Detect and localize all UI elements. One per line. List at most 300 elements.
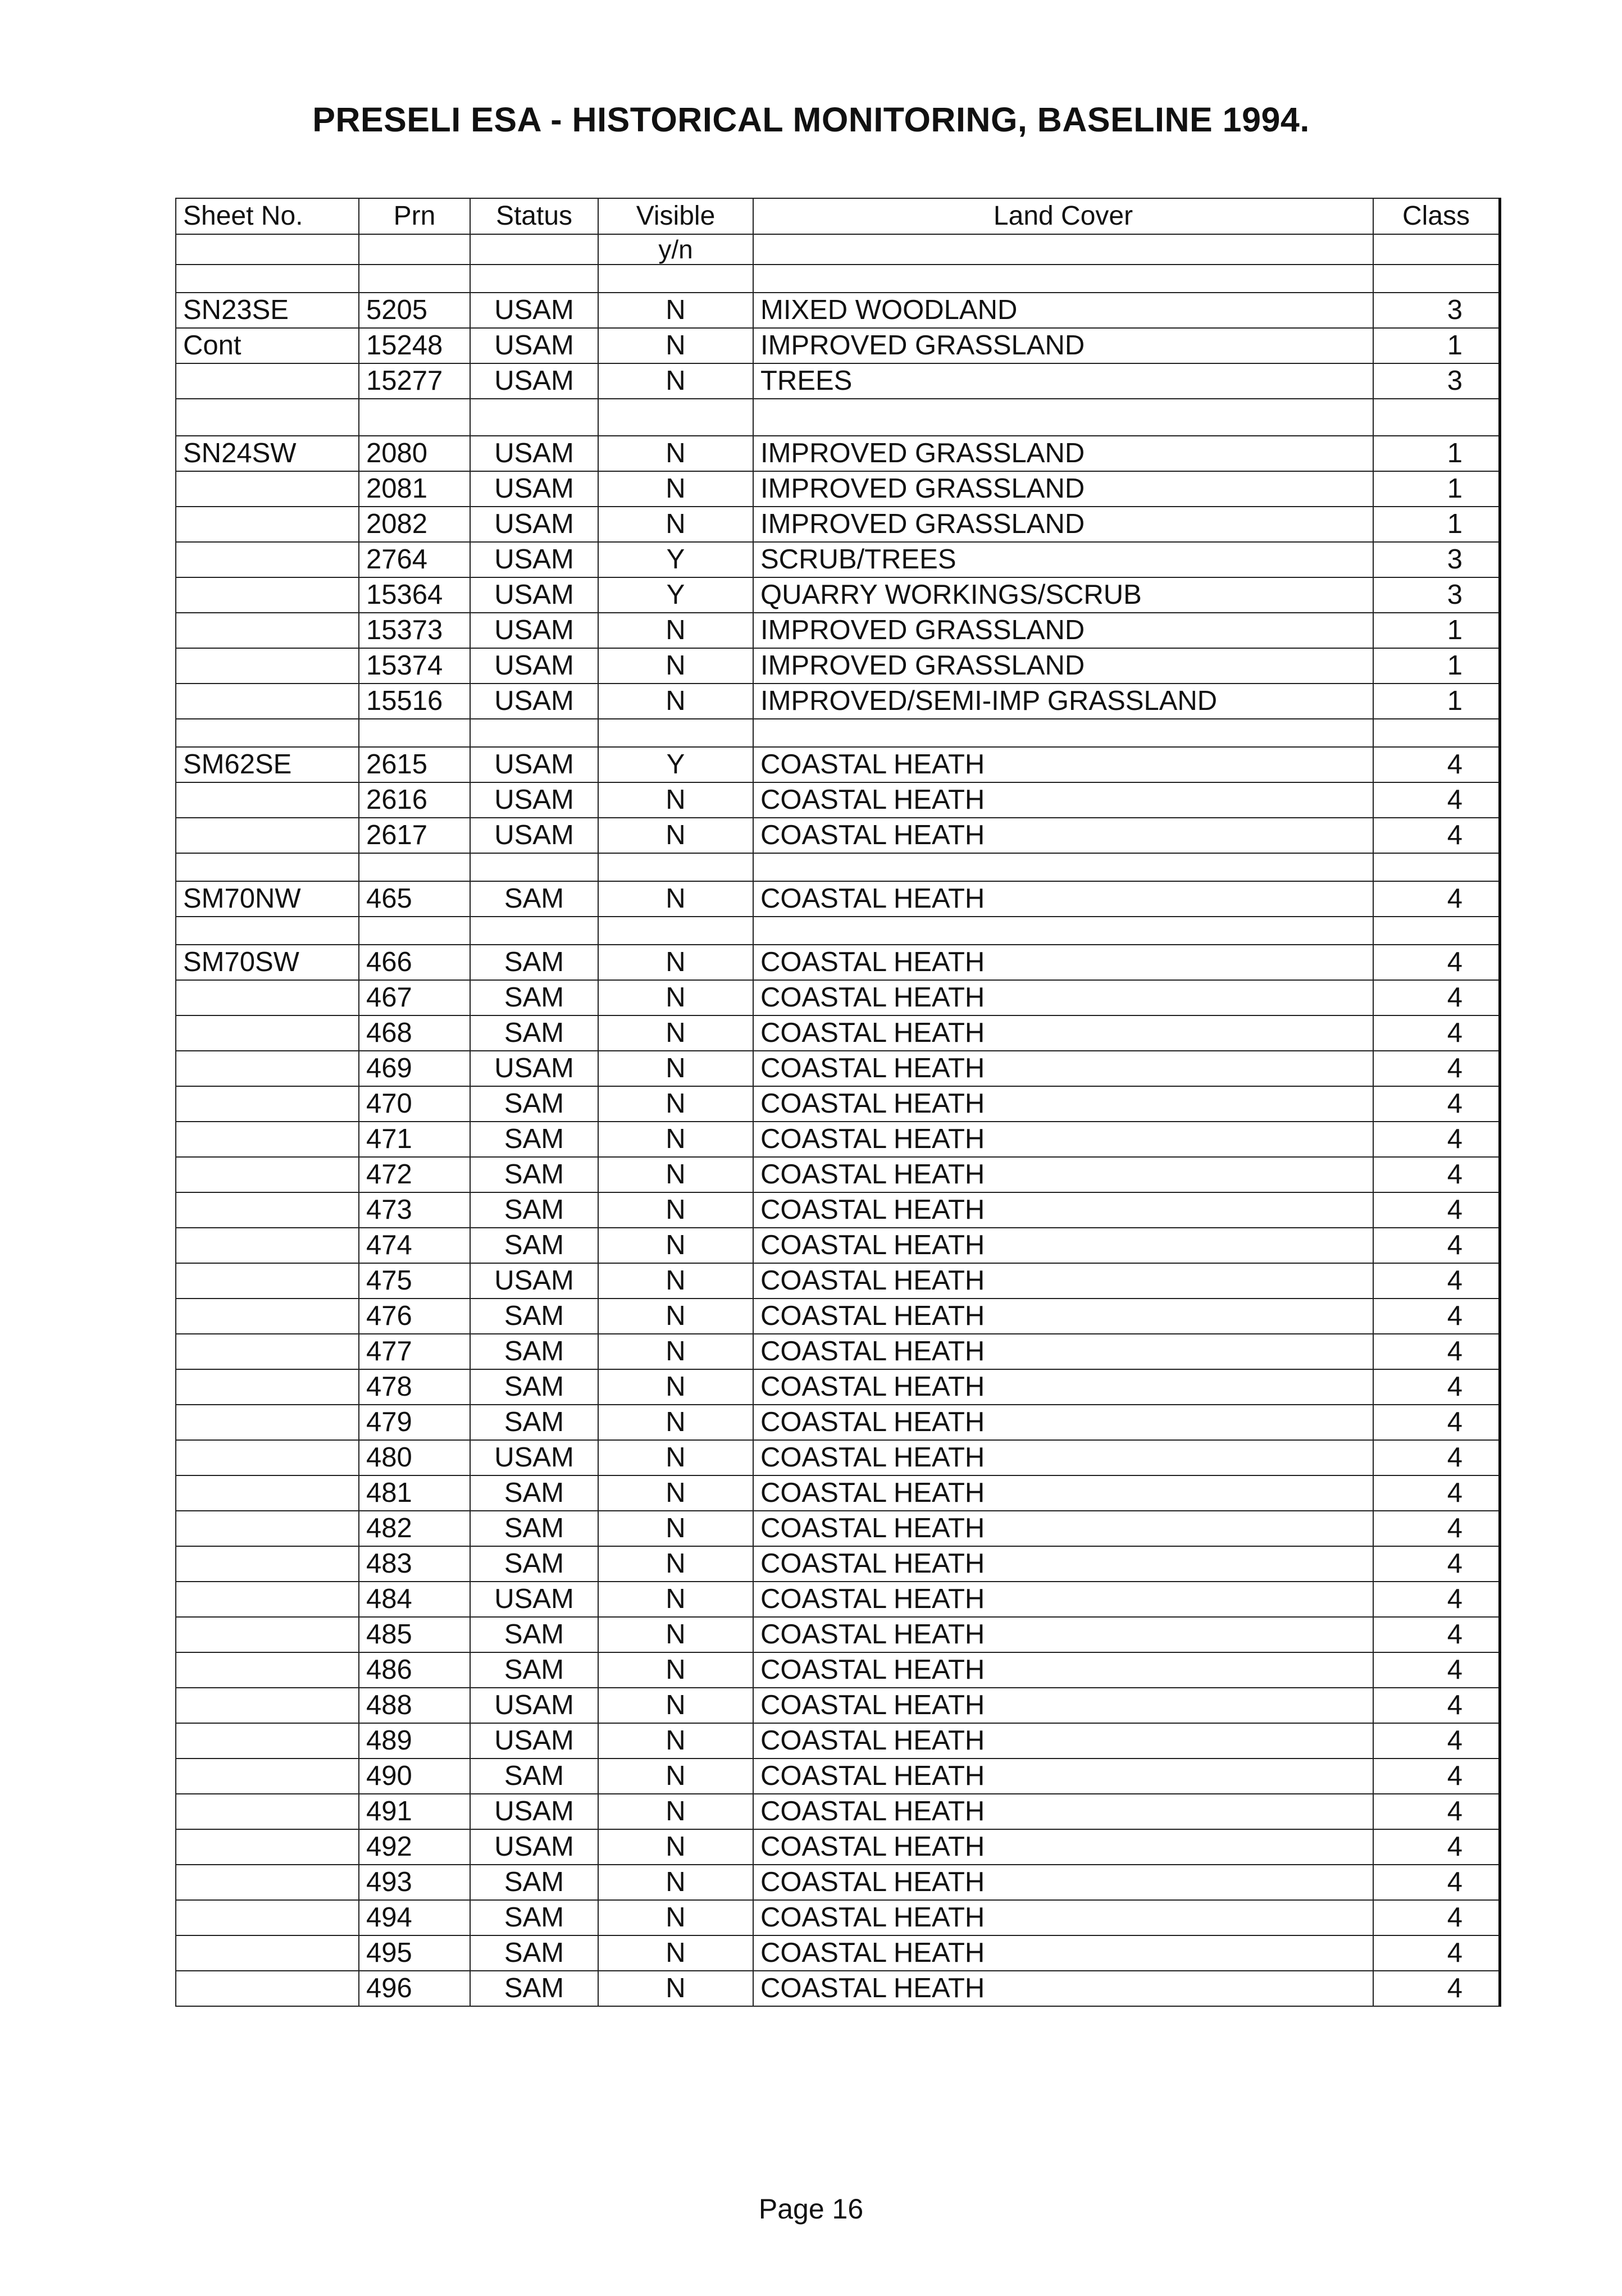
cell-land-cover: COASTAL HEATH: [753, 747, 1373, 782]
cell-land-cover: COASTAL HEATH: [753, 1582, 1373, 1617]
cell-sheet-no: [176, 507, 359, 542]
empty-cell: [1373, 719, 1500, 747]
empty-cell: [359, 399, 470, 436]
cell-sheet-no: [176, 1334, 359, 1369]
cell-visible: N: [598, 684, 753, 719]
header-sub-blank: [1373, 234, 1500, 265]
cell-prn: 2764: [359, 542, 470, 577]
cell-prn: 465: [359, 881, 470, 917]
cell-prn: 483: [359, 1546, 470, 1582]
empty-cell: [753, 917, 1373, 945]
cell-land-cover: COASTAL HEATH: [753, 881, 1373, 917]
table-row: [176, 1475, 1500, 1511]
table-row: [176, 945, 1500, 980]
cell-land-cover: COASTAL HEATH: [753, 1688, 1373, 1723]
table-row: [176, 1299, 1500, 1334]
empty-cell: [470, 917, 598, 945]
cell-land-cover: COASTAL HEATH: [753, 1511, 1373, 1546]
cell-sheet-no: [176, 980, 359, 1015]
cell-class: 1: [1373, 436, 1500, 471]
cell-class: 1: [1373, 471, 1500, 507]
empty-cell: [176, 399, 359, 436]
cell-land-cover: COASTAL HEATH: [753, 1900, 1373, 1935]
cell-prn: 485: [359, 1617, 470, 1652]
empty-cell: [1373, 853, 1500, 881]
cell-prn: 2616: [359, 782, 470, 818]
cell-sheet-no: [176, 363, 359, 399]
cell-sheet-no: [176, 1511, 359, 1546]
table-row: [176, 436, 1500, 471]
cell-land-cover: COASTAL HEATH: [753, 782, 1373, 818]
cell-land-cover: COASTAL HEATH: [753, 1228, 1373, 1263]
cell-land-cover: COASTAL HEATH: [753, 1475, 1373, 1511]
header-subrow: [176, 234, 1500, 265]
cell-sheet-no: SM70SW: [176, 945, 359, 980]
cell-class: 4: [1373, 1935, 1500, 1971]
cell-land-cover: COASTAL HEATH: [753, 1652, 1373, 1688]
cell-class: 4: [1373, 945, 1500, 980]
cell-land-cover: COASTAL HEATH: [753, 818, 1373, 853]
cell-land-cover: MIXED WOODLAND: [753, 293, 1373, 328]
table-row: [176, 1652, 1500, 1688]
cell-status: SAM: [470, 1192, 598, 1228]
cell-status: USAM: [470, 328, 598, 363]
cell-class: 4: [1373, 1334, 1500, 1369]
cell-visible: N: [598, 1015, 753, 1051]
cell-land-cover: COASTAL HEATH: [753, 1263, 1373, 1299]
cell-visible: N: [598, 1475, 753, 1511]
header-sub-blank: [176, 234, 359, 265]
cell-prn: 471: [359, 1122, 470, 1157]
spacer-row: [176, 853, 1500, 881]
cell-sheet-no: [176, 1617, 359, 1652]
cell-prn: 2081: [359, 471, 470, 507]
cell-prn: 2080: [359, 436, 470, 471]
table-row: [176, 684, 1500, 719]
empty-cell: [1373, 399, 1500, 436]
cell-visible: N: [598, 1652, 753, 1688]
cell-class: 1: [1373, 507, 1500, 542]
page-title: PRESELI ESA - HISTORICAL MONITORING, BASELINE 1994.: [312, 101, 1310, 139]
cell-prn: 472: [359, 1157, 470, 1192]
cell-status: SAM: [470, 1334, 598, 1369]
cell-visible: N: [598, 1440, 753, 1475]
table-row: [176, 782, 1500, 818]
cell-land-cover: COASTAL HEATH: [753, 980, 1373, 1015]
monitoring-table: [175, 198, 1501, 2007]
cell-prn: 494: [359, 1900, 470, 1935]
header-class: Class: [1373, 198, 1500, 234]
empty-cell: [598, 265, 753, 293]
table-body: [176, 265, 1500, 2006]
cell-status: USAM: [470, 1440, 598, 1475]
cell-status: USAM: [470, 648, 598, 684]
cell-sheet-no: [176, 577, 359, 613]
cell-land-cover: COASTAL HEATH: [753, 1546, 1373, 1582]
cell-sheet-no: [176, 782, 359, 818]
cell-status: SAM: [470, 945, 598, 980]
cell-land-cover: IMPROVED GRASSLAND: [753, 613, 1373, 648]
cell-visible: N: [598, 1263, 753, 1299]
spacer-row: [176, 399, 1500, 436]
cell-prn: 466: [359, 945, 470, 980]
cell-status: SAM: [470, 1369, 598, 1405]
header-prn: Prn: [359, 198, 470, 234]
cell-visible: N: [598, 980, 753, 1015]
cell-sheet-no: Cont: [176, 328, 359, 363]
header-sub-blank: [753, 234, 1373, 265]
table-row: [176, 577, 1500, 613]
cell-sheet-no: [176, 613, 359, 648]
cell-prn: 5205: [359, 293, 470, 328]
cell-land-cover: TREES: [753, 363, 1373, 399]
cell-status: SAM: [470, 1299, 598, 1334]
cell-sheet-no: [176, 1263, 359, 1299]
cell-status: SAM: [470, 1935, 598, 1971]
table-row: [176, 1794, 1500, 1829]
cell-status: SAM: [470, 1157, 598, 1192]
table-row: [176, 1086, 1500, 1122]
cell-land-cover: COASTAL HEATH: [753, 1369, 1373, 1405]
cell-visible: N: [598, 1299, 753, 1334]
cell-visible: N: [598, 1865, 753, 1900]
cell-prn: 486: [359, 1652, 470, 1688]
cell-class: 4: [1373, 1865, 1500, 1900]
cell-status: USAM: [470, 1829, 598, 1865]
cell-land-cover: COASTAL HEATH: [753, 1759, 1373, 1794]
empty-cell: [359, 917, 470, 945]
empty-cell: [359, 853, 470, 881]
empty-cell: [470, 265, 598, 293]
cell-class: 4: [1373, 1086, 1500, 1122]
header-status: Status: [470, 198, 598, 234]
cell-sheet-no: [176, 1369, 359, 1405]
cell-class: 4: [1373, 782, 1500, 818]
cell-visible: N: [598, 1688, 753, 1723]
cell-land-cover: COASTAL HEATH: [753, 1935, 1373, 1971]
cell-land-cover: COASTAL HEATH: [753, 1617, 1373, 1652]
cell-sheet-no: [176, 1723, 359, 1759]
cell-class: 3: [1373, 577, 1500, 613]
cell-class: 4: [1373, 1263, 1500, 1299]
cell-sheet-no: [176, 1192, 359, 1228]
table-row: [176, 1511, 1500, 1546]
cell-class: 4: [1373, 1051, 1500, 1086]
cell-class: 1: [1373, 328, 1500, 363]
table-row: [176, 1582, 1500, 1617]
cell-class: 3: [1373, 542, 1500, 577]
cell-prn: 484: [359, 1582, 470, 1617]
cell-status: USAM: [470, 1794, 598, 1829]
cell-prn: 15364: [359, 577, 470, 613]
cell-visible: N: [598, 945, 753, 980]
cell-land-cover: COASTAL HEATH: [753, 1971, 1373, 2006]
cell-class: 4: [1373, 1794, 1500, 1829]
cell-status: USAM: [470, 507, 598, 542]
cell-land-cover: COASTAL HEATH: [753, 1122, 1373, 1157]
cell-prn: 490: [359, 1759, 470, 1794]
table-row: [176, 1228, 1500, 1263]
table-row: [176, 818, 1500, 853]
empty-cell: [176, 265, 359, 293]
cell-class: 1: [1373, 613, 1500, 648]
header-land-cover: Land Cover: [753, 198, 1373, 234]
cell-class: 4: [1373, 1440, 1500, 1475]
cell-status: SAM: [470, 1475, 598, 1511]
cell-status: USAM: [470, 613, 598, 648]
cell-status: SAM: [470, 1405, 598, 1440]
cell-sheet-no: [176, 648, 359, 684]
cell-land-cover: COASTAL HEATH: [753, 1440, 1373, 1475]
empty-cell: [598, 399, 753, 436]
cell-land-cover: COASTAL HEATH: [753, 1794, 1373, 1829]
cell-visible: N: [598, 507, 753, 542]
table-row: [176, 1015, 1500, 1051]
cell-class: 4: [1373, 1759, 1500, 1794]
table-row: [176, 980, 1500, 1015]
cell-class: 4: [1373, 881, 1500, 917]
cell-land-cover: COASTAL HEATH: [753, 1334, 1373, 1369]
cell-land-cover: COASTAL HEATH: [753, 1051, 1373, 1086]
page-number: Page 16: [758, 2193, 864, 2225]
cell-sheet-no: SN23SE: [176, 293, 359, 328]
cell-visible: N: [598, 1794, 753, 1829]
cell-visible: N: [598, 1405, 753, 1440]
cell-land-cover: COASTAL HEATH: [753, 1829, 1373, 1865]
cell-class: 4: [1373, 980, 1500, 1015]
cell-visible: N: [598, 471, 753, 507]
cell-visible: N: [598, 1935, 753, 1971]
cell-class: 1: [1373, 684, 1500, 719]
cell-land-cover: QUARRY WORKINGS/SCRUB: [753, 577, 1373, 613]
cell-prn: 2615: [359, 747, 470, 782]
cell-status: SAM: [470, 1652, 598, 1688]
cell-status: USAM: [470, 1688, 598, 1723]
cell-class: 4: [1373, 1228, 1500, 1263]
table-row: [176, 613, 1500, 648]
header-sheet-no: Sheet No.: [176, 198, 359, 234]
cell-status: SAM: [470, 1086, 598, 1122]
empty-cell: [598, 719, 753, 747]
cell-visible: N: [598, 818, 753, 853]
table-row: [176, 1051, 1500, 1086]
table-row: [176, 1192, 1500, 1228]
empty-cell: [1373, 917, 1500, 945]
cell-sheet-no: [176, 1900, 359, 1935]
cell-status: SAM: [470, 1865, 598, 1900]
cell-visible: N: [598, 1900, 753, 1935]
table-row: [176, 1935, 1500, 1971]
table-row: [176, 881, 1500, 917]
cell-prn: 480: [359, 1440, 470, 1475]
cell-prn: 489: [359, 1723, 470, 1759]
header-row: [176, 198, 1500, 234]
empty-cell: [753, 265, 1373, 293]
cell-class: 4: [1373, 1971, 1500, 2006]
cell-status: SAM: [470, 1971, 598, 2006]
empty-cell: [470, 853, 598, 881]
cell-class: 1: [1373, 648, 1500, 684]
table-row: [176, 1440, 1500, 1475]
cell-land-cover: IMPROVED GRASSLAND: [753, 328, 1373, 363]
cell-status: USAM: [470, 782, 598, 818]
cell-land-cover: IMPROVED/SEMI-IMP GRASSLAND: [753, 684, 1373, 719]
cell-visible: N: [598, 1122, 753, 1157]
cell-status: USAM: [470, 436, 598, 471]
cell-visible: Y: [598, 747, 753, 782]
cell-prn: 495: [359, 1935, 470, 1971]
cell-status: USAM: [470, 684, 598, 719]
cell-sheet-no: [176, 1157, 359, 1192]
table-row: [176, 328, 1500, 363]
cell-land-cover: COASTAL HEATH: [753, 1192, 1373, 1228]
cell-visible: N: [598, 1546, 753, 1582]
table-header: [176, 198, 1500, 265]
cell-class: 4: [1373, 1723, 1500, 1759]
table-row: [176, 1369, 1500, 1405]
cell-status: USAM: [470, 1723, 598, 1759]
cell-class: 4: [1373, 1688, 1500, 1723]
empty-cell: [359, 719, 470, 747]
cell-sheet-no: [176, 1582, 359, 1617]
cell-status: USAM: [470, 293, 598, 328]
cell-sheet-no: [176, 818, 359, 853]
cell-sheet-no: [176, 1122, 359, 1157]
header-visible-yn: y/n: [598, 234, 753, 265]
cell-status: USAM: [470, 1051, 598, 1086]
cell-prn: 469: [359, 1051, 470, 1086]
cell-status: USAM: [470, 747, 598, 782]
cell-sheet-no: [176, 1440, 359, 1475]
empty-cell: [598, 853, 753, 881]
cell-class: 4: [1373, 1475, 1500, 1511]
cell-prn: 15277: [359, 363, 470, 399]
cell-visible: N: [598, 1334, 753, 1369]
table-row: [176, 1829, 1500, 1865]
cell-status: SAM: [470, 881, 598, 917]
table-row: [176, 1759, 1500, 1794]
cell-status: USAM: [470, 471, 598, 507]
cell-class: 4: [1373, 1582, 1500, 1617]
empty-cell: [753, 853, 1373, 881]
cell-prn: 2082: [359, 507, 470, 542]
cell-visible: N: [598, 328, 753, 363]
cell-status: SAM: [470, 1546, 598, 1582]
cell-land-cover: COASTAL HEATH: [753, 1865, 1373, 1900]
cell-sheet-no: SN24SW: [176, 436, 359, 471]
empty-cell: [1373, 265, 1500, 293]
cell-prn: 2617: [359, 818, 470, 853]
cell-visible: N: [598, 293, 753, 328]
cell-class: 4: [1373, 1652, 1500, 1688]
cell-status: SAM: [470, 980, 598, 1015]
cell-class: 4: [1373, 1299, 1500, 1334]
cell-land-cover: IMPROVED GRASSLAND: [753, 507, 1373, 542]
cell-class: 4: [1373, 1369, 1500, 1405]
cell-sheet-no: [176, 1546, 359, 1582]
cell-class: 4: [1373, 747, 1500, 782]
cell-visible: N: [598, 436, 753, 471]
cell-sheet-no: [176, 1652, 359, 1688]
table-row: [176, 542, 1500, 577]
table-row: [176, 363, 1500, 399]
cell-status: SAM: [470, 1511, 598, 1546]
spacer-row: [176, 719, 1500, 747]
cell-sheet-no: [176, 1971, 359, 2006]
cell-prn: 470: [359, 1086, 470, 1122]
table-row: [176, 1405, 1500, 1440]
header-sub-blank: [470, 234, 598, 265]
table-row: [176, 1865, 1500, 1900]
cell-visible: N: [598, 1192, 753, 1228]
header-visible: Visible: [598, 198, 753, 234]
cell-sheet-no: [176, 1865, 359, 1900]
cell-prn: 467: [359, 980, 470, 1015]
cell-land-cover: COASTAL HEATH: [753, 945, 1373, 980]
table-row: [176, 1546, 1500, 1582]
cell-visible: N: [598, 1759, 753, 1794]
table-row: [176, 507, 1500, 542]
cell-land-cover: COASTAL HEATH: [753, 1723, 1373, 1759]
cell-land-cover: COASTAL HEATH: [753, 1299, 1373, 1334]
cell-sheet-no: [176, 1829, 359, 1865]
cell-sheet-no: [176, 1051, 359, 1086]
table-row: [176, 1688, 1500, 1723]
cell-status: USAM: [470, 818, 598, 853]
cell-visible: N: [598, 1511, 753, 1546]
cell-visible: N: [598, 1723, 753, 1759]
cell-sheet-no: SM70NW: [176, 881, 359, 917]
cell-sheet-no: [176, 471, 359, 507]
cell-sheet-no: [176, 1759, 359, 1794]
cell-prn: 477: [359, 1334, 470, 1369]
cell-land-cover: IMPROVED GRASSLAND: [753, 648, 1373, 684]
cell-sheet-no: [176, 684, 359, 719]
table-row: [176, 1971, 1500, 2006]
header-sub-blank: [359, 234, 470, 265]
table-row: [176, 1122, 1500, 1157]
cell-sheet-no: [176, 1015, 359, 1051]
cell-prn: 479: [359, 1405, 470, 1440]
empty-cell: [753, 719, 1373, 747]
cell-visible: N: [598, 1051, 753, 1086]
cell-prn: 493: [359, 1865, 470, 1900]
cell-class: 4: [1373, 1015, 1500, 1051]
empty-cell: [470, 719, 598, 747]
cell-sheet-no: [176, 1475, 359, 1511]
cell-land-cover: COASTAL HEATH: [753, 1015, 1373, 1051]
cell-status: USAM: [470, 577, 598, 613]
cell-visible: N: [598, 881, 753, 917]
cell-sheet-no: [176, 1086, 359, 1122]
cell-class: 4: [1373, 1405, 1500, 1440]
cell-status: USAM: [470, 1263, 598, 1299]
cell-sheet-no: [176, 1935, 359, 1971]
cell-sheet-no: [176, 542, 359, 577]
table-row: [176, 1617, 1500, 1652]
cell-class: 4: [1373, 1511, 1500, 1546]
table-row: [176, 648, 1500, 684]
cell-visible: Y: [598, 577, 753, 613]
cell-status: USAM: [470, 1582, 598, 1617]
cell-prn: 478: [359, 1369, 470, 1405]
cell-prn: 473: [359, 1192, 470, 1228]
cell-visible: N: [598, 613, 753, 648]
cell-class: 4: [1373, 1900, 1500, 1935]
cell-prn: 492: [359, 1829, 470, 1865]
cell-land-cover: COASTAL HEATH: [753, 1086, 1373, 1122]
empty-cell: [359, 265, 470, 293]
